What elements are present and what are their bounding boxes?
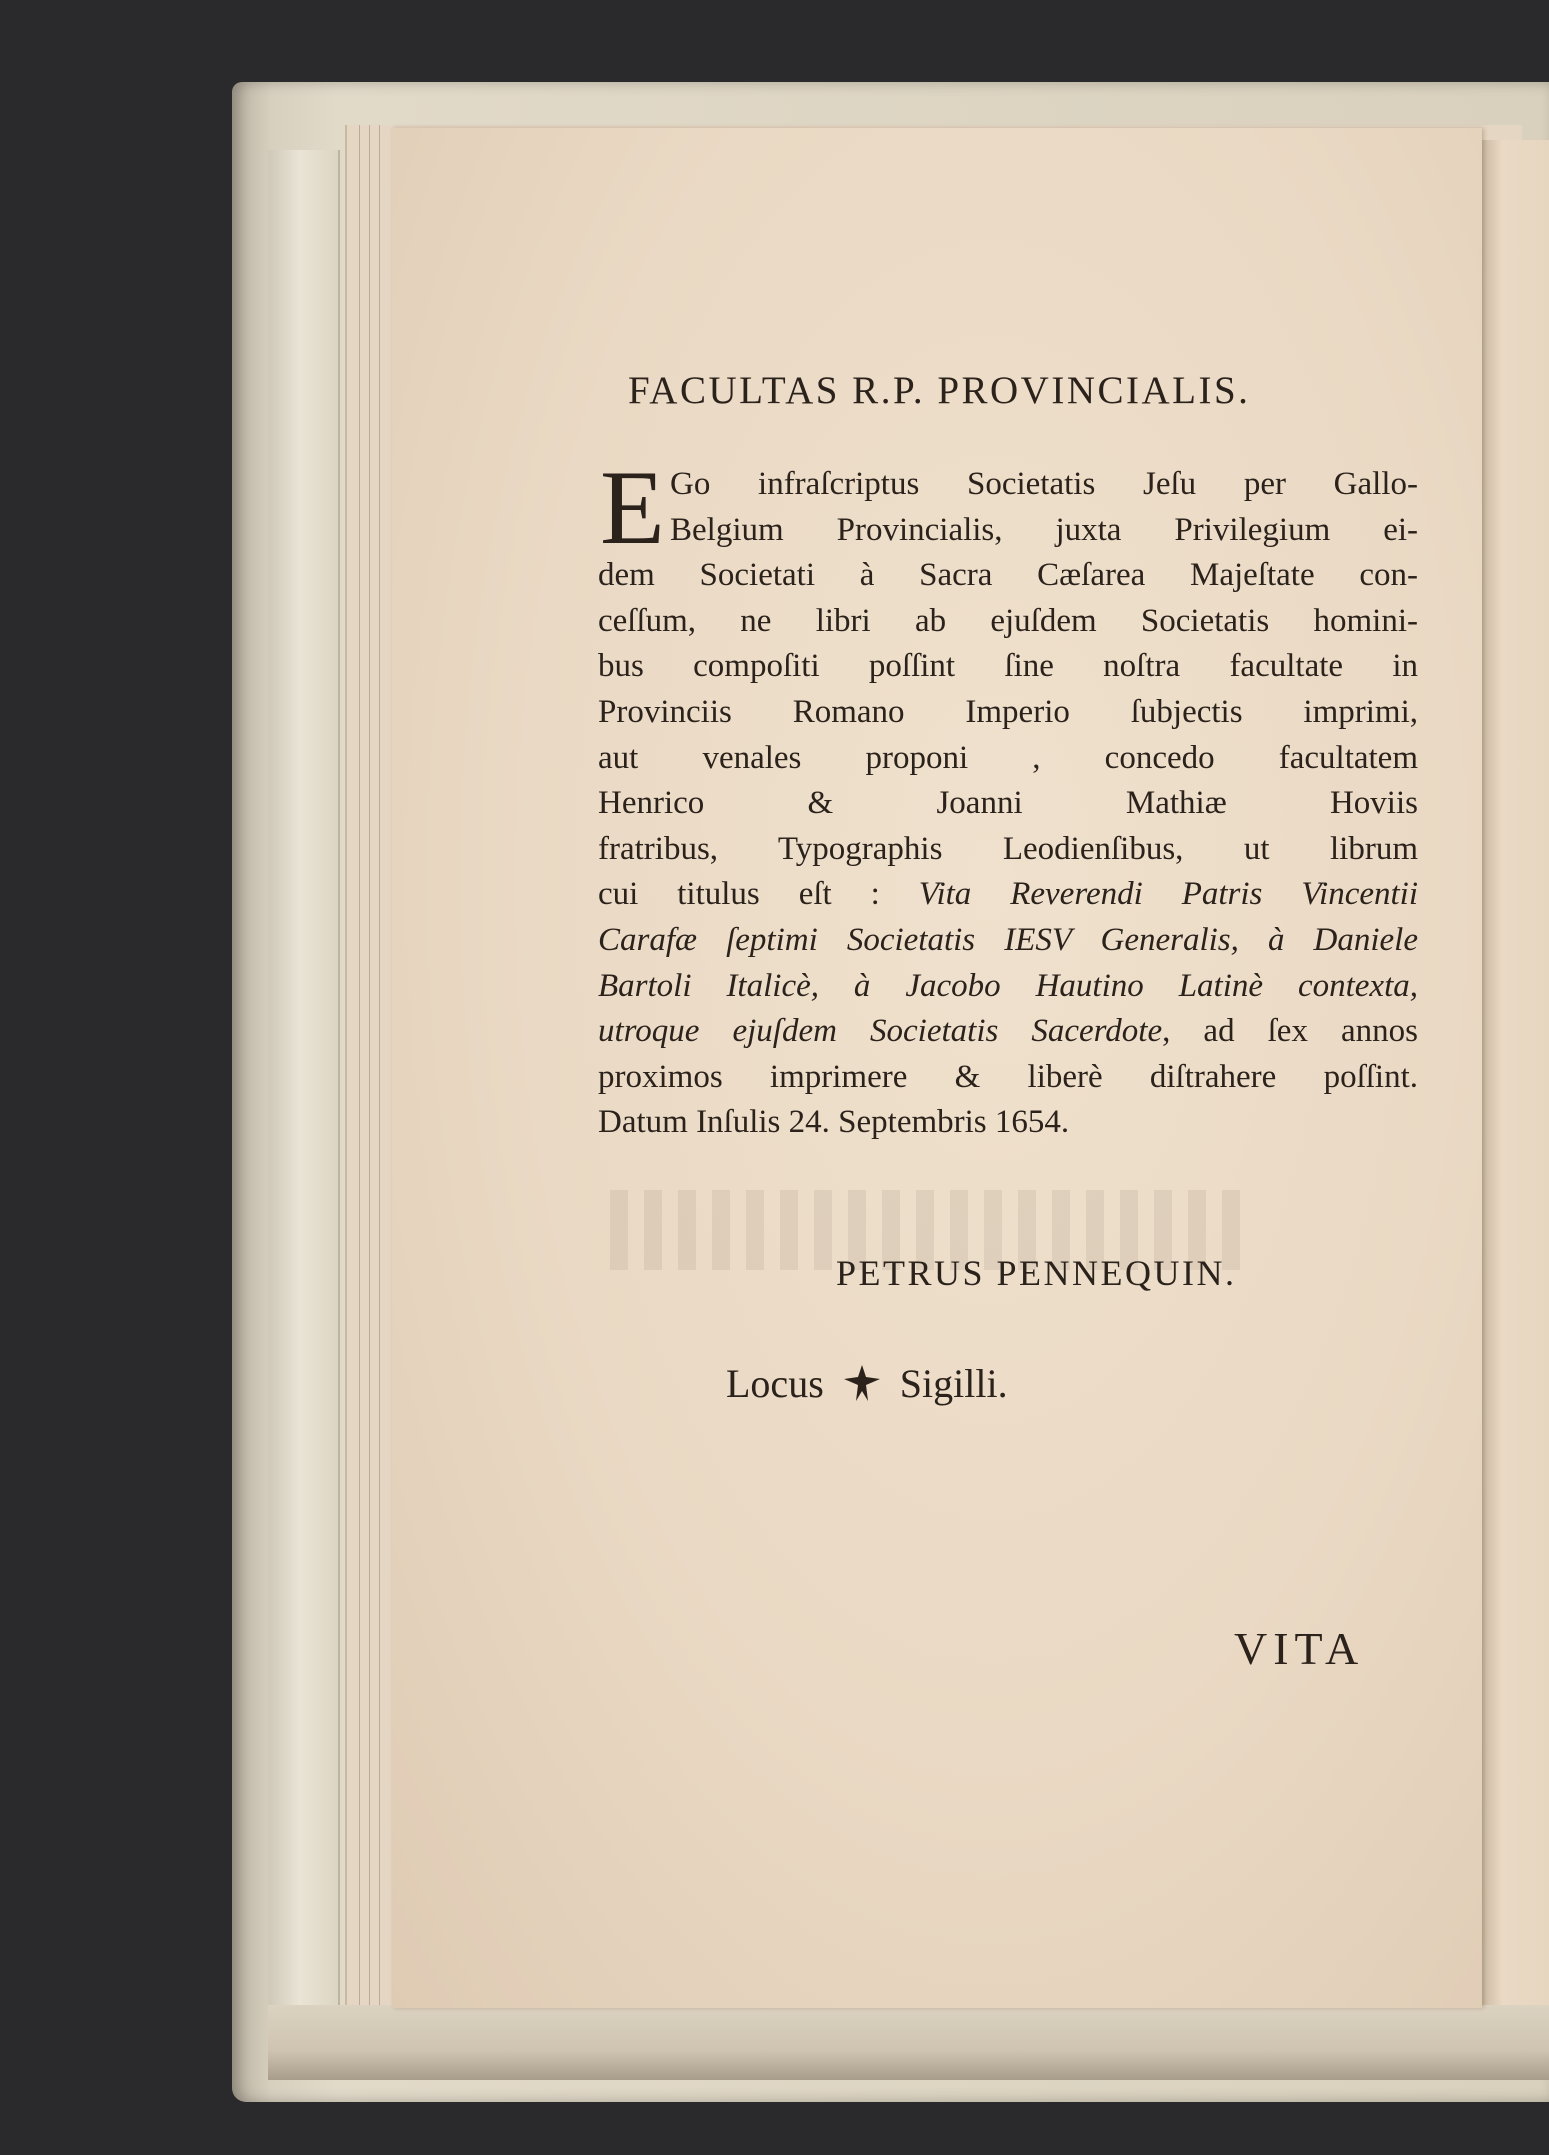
- text-line-mixed: [598, 1009, 1418, 1055]
- italic-title: Bartoli Italicè, à Jacobo Hautino Latinè contexta,: [598, 967, 1418, 1004]
- roman-text: , ad ſex annos: [1162, 1013, 1419, 1050]
- facing-page-edge: [1478, 140, 1549, 2060]
- privilege-text: [598, 462, 1418, 1146]
- text-line: ceſſum, ne libri ab ejuſdem Societatis homini-: [598, 602, 1418, 639]
- italic-title: Carafæ ſeptimi Societatis IESV Generalis, à Daniele: [598, 921, 1418, 958]
- text-line: proximos imprimere & liberè diſtrahere poſſint.: [598, 1058, 1418, 1095]
- seal-line: [726, 1360, 1008, 1413]
- cross-icon: [842, 1363, 882, 1413]
- text-line: aut venales proponi , concedo facultatem: [598, 739, 1418, 776]
- book-bottom-edge: [268, 2005, 1549, 2080]
- text-line: Belgium Provincialis, juxta Privilegium ei-: [670, 511, 1418, 548]
- catchword: VITA: [1234, 1623, 1365, 1674]
- date-line: Datum Inſulis 24. Septembris 1654.: [598, 1104, 1070, 1141]
- text-line: Go infraſcriptus Societatis Jeſu per Gallo-: [670, 466, 1418, 502]
- seal-label: Locus: [726, 1361, 824, 1406]
- roman-text: cui titulus eſt :: [598, 876, 919, 913]
- text-line: Henrico & Joanni Mathiæ Hoviis: [598, 785, 1418, 822]
- text-line: dem Societati à Sacra Cæſarea Majeſtate con-: [598, 557, 1418, 594]
- text-line: fratribus, Typographis Leodienſibus, ut librum: [598, 830, 1418, 867]
- page-heading: FACULTAS R.P. PROVINCIALIS.: [628, 369, 1251, 412]
- seal-label: Sigilli.: [899, 1361, 1008, 1406]
- drop-cap: E: [600, 449, 665, 566]
- italic-title: utroque ejuſdem Societatis Sacerdote: [598, 1013, 1163, 1050]
- book-spine-edge: [268, 150, 340, 2030]
- italic-title: Vita Reverendi Patris Vincentii: [918, 876, 1419, 913]
- text-line-mixed: [598, 872, 1418, 918]
- signature: PETRUS PENNEQUIN.: [836, 1253, 1237, 1293]
- text-line: Provinciis Romano Imperio ſubjectis imprimi,: [598, 693, 1418, 730]
- text-line: bus compoſiti poſſint ſine noſtra facultate in: [598, 648, 1418, 685]
